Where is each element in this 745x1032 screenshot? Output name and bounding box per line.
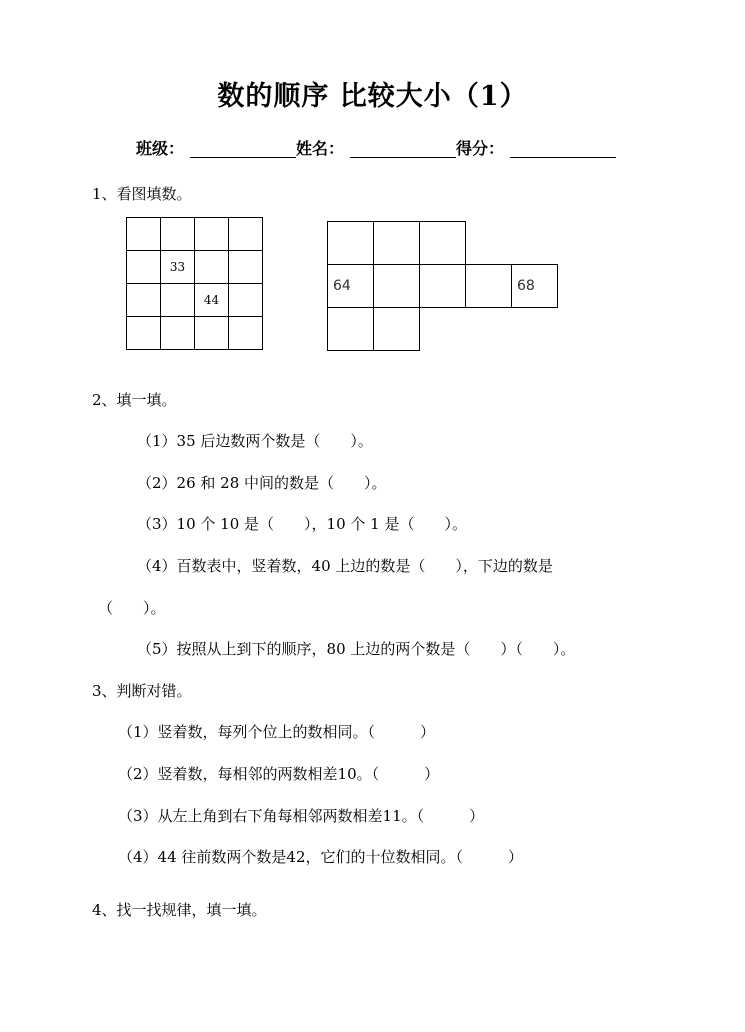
grid-cell[interactable] — [161, 218, 195, 251]
q3-item-4: （4）44 往前数两个数是42，它们的十位数相同。（ ） — [118, 848, 523, 866]
shape-cell[interactable] — [465, 264, 512, 308]
q2-item-4-cont: （ ）。 — [98, 599, 166, 617]
name-blank[interactable] — [350, 157, 456, 158]
shape-cell-given: 68 — [511, 264, 558, 308]
q4-heading: 4、找一找规律，填一填。 — [92, 901, 267, 919]
shape-cell[interactable] — [373, 221, 420, 265]
grid-cell[interactable] — [161, 317, 195, 350]
grid-cell[interactable] — [229, 251, 263, 284]
grid-cell[interactable] — [161, 284, 195, 317]
q2-item-1: （1）35 后边数两个数是（ ）。 — [137, 432, 373, 450]
grid-cell[interactable] — [229, 218, 263, 251]
grid-cell[interactable] — [127, 317, 161, 350]
shape-cell[interactable] — [373, 264, 420, 308]
q3-item-1: （1）竖着数，每列个位上的数相同。（ ） — [118, 723, 436, 741]
q2-item-3: （3）10 个 10 是（ ），10 个 1 是（ ）。 — [137, 515, 467, 533]
grid-cell[interactable] — [127, 284, 161, 317]
grid-cell-given: 33 — [161, 251, 195, 284]
q2-heading: 2、填一填。 — [92, 391, 177, 409]
worksheet-title: 数的顺序 比较大小（1） — [217, 81, 528, 112]
shape-cell[interactable] — [327, 221, 374, 265]
name-label: 姓名： — [296, 139, 345, 158]
shape-cell[interactable] — [419, 221, 466, 265]
grid-cell[interactable] — [195, 317, 229, 350]
shape-cell[interactable] — [373, 307, 420, 351]
q3-heading: 3、判断对错。 — [92, 682, 192, 700]
grid-cell[interactable] — [127, 251, 161, 284]
number-grid-square — [126, 217, 263, 350]
class-label: 班级： — [136, 139, 185, 158]
class-blank[interactable] — [190, 157, 296, 158]
grid-cell-given: 44 — [195, 284, 229, 317]
q2-item-4: （4）百数表中，竖着数，40 上边的数是（ ），下边的数是 — [137, 557, 553, 575]
shape-cell-given: 64 — [327, 264, 374, 308]
score-label: 得分： — [456, 139, 505, 158]
grid-cell[interactable] — [229, 317, 263, 350]
grid-cell[interactable] — [229, 284, 263, 317]
shape-cell[interactable] — [327, 307, 374, 351]
q2-item-5: （5）按照从上到下的顺序，80 上边的两个数是（ ）（ ）。 — [137, 640, 576, 658]
grid-cell[interactable] — [127, 218, 161, 251]
shape-cell[interactable] — [419, 264, 466, 308]
q1-heading: 1、看图填数。 — [92, 185, 192, 203]
score-blank[interactable] — [510, 157, 616, 158]
grid-cell[interactable] — [195, 218, 229, 251]
q2-item-2: （2）26 和 28 中间的数是（ ）。 — [137, 474, 387, 492]
q3-item-2: （2）竖着数，每相邻的两数相差10。（ ） — [118, 765, 440, 783]
q3-item-3: （3）从左上角到右下角每相邻两数相差11。（ ） — [118, 807, 485, 825]
grid-cell[interactable] — [195, 251, 229, 284]
